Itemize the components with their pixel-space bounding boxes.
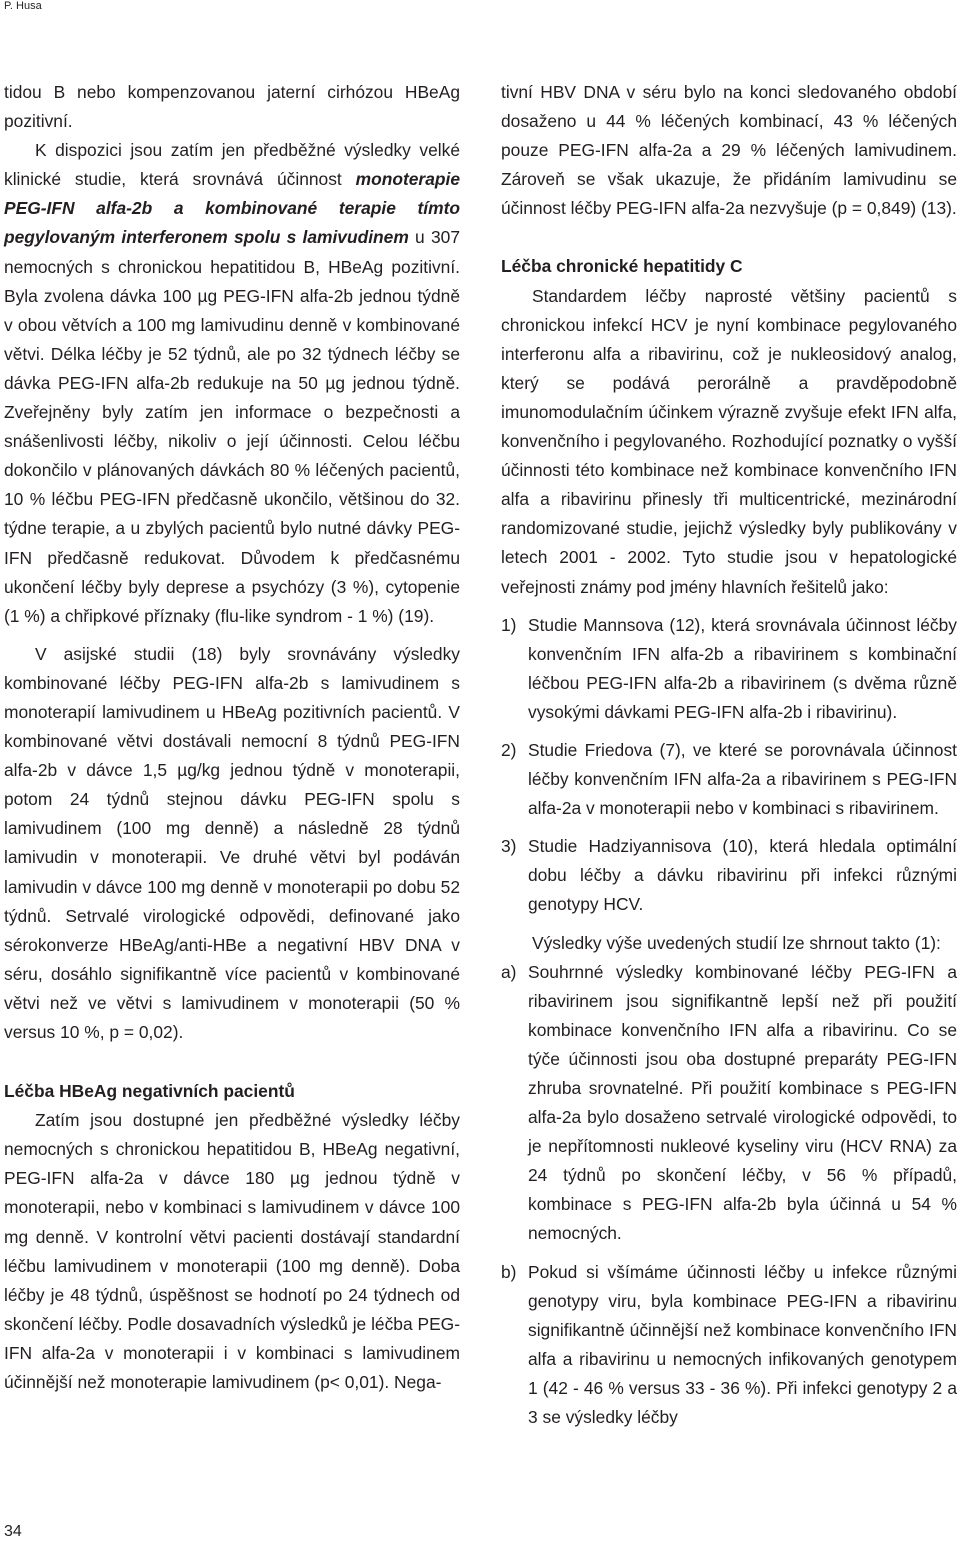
list-item xyxy=(501,611,957,727)
list-item-text: Studie Friedova (7), ve které se porovnávala účinnost léčby konvenčním IFN alfa-2a a ribavirinem s PEG-IFN alfa-2a v monoterapii nebo v kombinaci s ribavirinem. xyxy=(528,739,957,819)
studies-list xyxy=(501,611,957,920)
list-item-text: Pokud si všímáme účinnosti léčby u infekce různými genotypy viru, byla kombinace PEG-IFN a ribavirinu signifikantně účinnější než kombinace konvenčního IFN alfa a ribavirinu u nemocných infikovaných genotypem 1 (42 - 46 % versus 33 - 36 %). Při infekci genotypy 2 a 3 se výsledky léčby xyxy=(528,1261,957,1428)
section-heading: Léčba HBeAg negativních pacientů xyxy=(4,1081,295,1102)
list-marker: b) xyxy=(501,1261,517,1282)
text-run: u 307 nemocných s chronickou hepatitidou B, HBeAg pozitivní. Byla zvolena dávka 100 µg PEG-IFN alfa-2b jednou týdně v obou větvích a 100 mg lamivudinu denně v kombinované větvi. Délka léčby je 52 týdnů, ale po 32 týdnech léčby se dávka PEG-IFN alfa-2b redukuje na 50 µg jednou týdně. Zveřejněny byly zatím jen informace o bezpečnosti a snášenlivosti léčby, nikoliv o její účinnosti. Celou léčbu dokončilo v plánovaných dávkách 80 % léčených pacientů, 10 % léčbu PEG-IFN předčasně ukončilo, většinou do 32. týdne terapie, a u zbylých pacientů bylo nutné dávky PEG-IFN předčasně redukovat. Důvodem k předčasnému ukončení léčby byly deprese a psychózy (3 %), cytopenie (1 %) a chřipkové příznaky (flu-like syndrom - 1 %) (19). xyxy=(4,227,460,626)
list-item-text: Studie Mannsova (12), která srovnávala účinnost léčby konvenčním IFN alfa-2b a ribavirinem s kombinační léčbou PEG-IFN alfa-2b a ribavirinem (s dvěma různě vysokými dávkami PEG-IFN alfa-2b i ribavirinu). xyxy=(528,614,957,722)
results-list xyxy=(501,958,957,1433)
list-item-text: Souhrnné výsledky kombinované léčby PEG-IFN a ribavirinem jsou signifikantně lepší než při použití kombinace konvenčního IFN alfa a ribavirinu. Co se týče účinnosti jsou oba dostupné preparáty PEG-IFN zhruba srovnatelné. Při použití kombinace s PEG-IFN alfa-2a bylo dosaženo setrvalé virologické odpovědi, to je nepřítomnosti nukleové kyseliny viru (HCV RNA) za 24 týdnů po skončení léčby, v 56 % případů, kombinace s PEG-IFN alfa-2b byla účinná u 54 % nemocných. xyxy=(528,961,957,1244)
section-heading: Léčba chronické hepatitidy C xyxy=(501,256,743,277)
paragraph: tivní HBV DNA v séru bylo na konci sledovaného období dosaženo u 44 % léčených kombinací, 43 % léčených pouze PEG-IFN alfa-2a a 29 % léčených lamivudinem. Zároveň se však ukazuje, že přidáním lamivudinu se účinnost léčby PEG-IFN alfa-2a nezvyšuje (p = 0,849) (13). xyxy=(501,82,957,219)
list-item xyxy=(501,1258,957,1433)
paragraph: tidou B nebo kompenzovanou jaterní cirhózou HBeAg pozitivní. xyxy=(4,82,460,132)
paragraph: Standardem léčby naprosté většiny pacientů s chronickou infekcí HCV je nyní kombinace pegylovaného interferonu alfa a ribavirinu, což je nukleosidový analog, který se podává perorálně a pravděpodobně imunomodulačním účinkem výrazně zvyšuje efekt IFN alfa, konvenčního i pegylovaného. Rozhodující poznatky o vyšší účinnosti této kombinace než kombinace konvenčního IFN alfa a ribavirinu přinesly tři multicentrické, mezinárodní randomizované studie, jejichž výsledky byly publikovány v letech 2001 - 2002. Tyto studie jsou v hepatologické veřejnosti známy pod jmény hlavních řešitelů jako: xyxy=(501,285,957,597)
paragraph xyxy=(4,136,460,631)
list-item xyxy=(501,832,957,919)
text-run: K dispozici jsou zatím jen předběžné výsledky velké klinické studie, která srovnává účinnost xyxy=(4,140,460,190)
list-item-text: Studie Hadziyannisova (10), která hledala optimální dobu léčby a dávku ribavirinu při infekci různými genotypy HCV. xyxy=(528,836,957,915)
list-marker: 3) xyxy=(501,836,517,857)
page-number: 34 xyxy=(4,1523,22,1540)
running-head: P. Husa xyxy=(4,0,42,12)
list-item xyxy=(501,736,957,823)
emphasis-text: monoterapie PEG-IFN alfa-2b a kombinované terapie tímto pegylovaným interferonem spolu s lamivudinem xyxy=(4,169,460,248)
paragraph: V asijské studii (18) byly srovnávány výsledky kombinované léčby PEG-IFN alfa-2b s lamivudinem s monoterapií lamivudinem u HBeAg pozitivních pacientů. V kombinované větvi dostávali nemocní 8 týdnů PEG-IFN alfa-2b v dávce 1,5 µg/kg jednou týdně v monoterapii, potom 24 týdnů stejnou dávku PEG-IFN spolu s lamivudinem (100 mg denně) a následně 28 týdnů lamivudin v monoterapii. Ve druhé větvi byl podáván lamivudin v dávce 100 mg denně v monoterapii po dobu 52 týdnů. Setrvalé virologické odpovědi, definované jako sérokonverze HBeAg/anti-HBe a negativní HBV DNA v séru, dosáhlo signifikantně více pacientů v kombinované větvi než ve větvi s lamivudinem v monoterapii (50 % versus 10 %, p = 0,02). xyxy=(4,643,460,1042)
list-marker: 2) xyxy=(501,739,517,760)
list-marker: 1) xyxy=(501,614,517,635)
list-item xyxy=(501,958,957,1249)
paragraph: Výsledky výše uvedených studií lze shrnout takto (1): xyxy=(532,932,941,953)
right-column xyxy=(501,78,957,1432)
list-marker: a) xyxy=(501,961,517,982)
paragraph: Zatím jsou dostupné jen předběžné výsledky léčby nemocných s chronickou hepatitidou B, HBeAg negativní, PEG-IFN alfa-2a v dávce 180 µg jednou týdně v monoterapii, nebo v kombinaci s lamivudinem v dávce 100 mg denně. V kontrolní větvi pacienti dostávají standardní léčbu lamivudinem v monoterapii (100 mg denně). Doba léčby je 48 týdnů, úspěšnost se hodnotí po 24 týdnech od skončení léčby. Podle dosavadních výsledků je léčba PEG-IFN alfa-2a v monoterapii i v kombinaci s lamivudinem účinnější než monoterapie lamivudinem (p< 0,01). Nega- xyxy=(4,1110,460,1393)
left-column xyxy=(4,78,460,1397)
